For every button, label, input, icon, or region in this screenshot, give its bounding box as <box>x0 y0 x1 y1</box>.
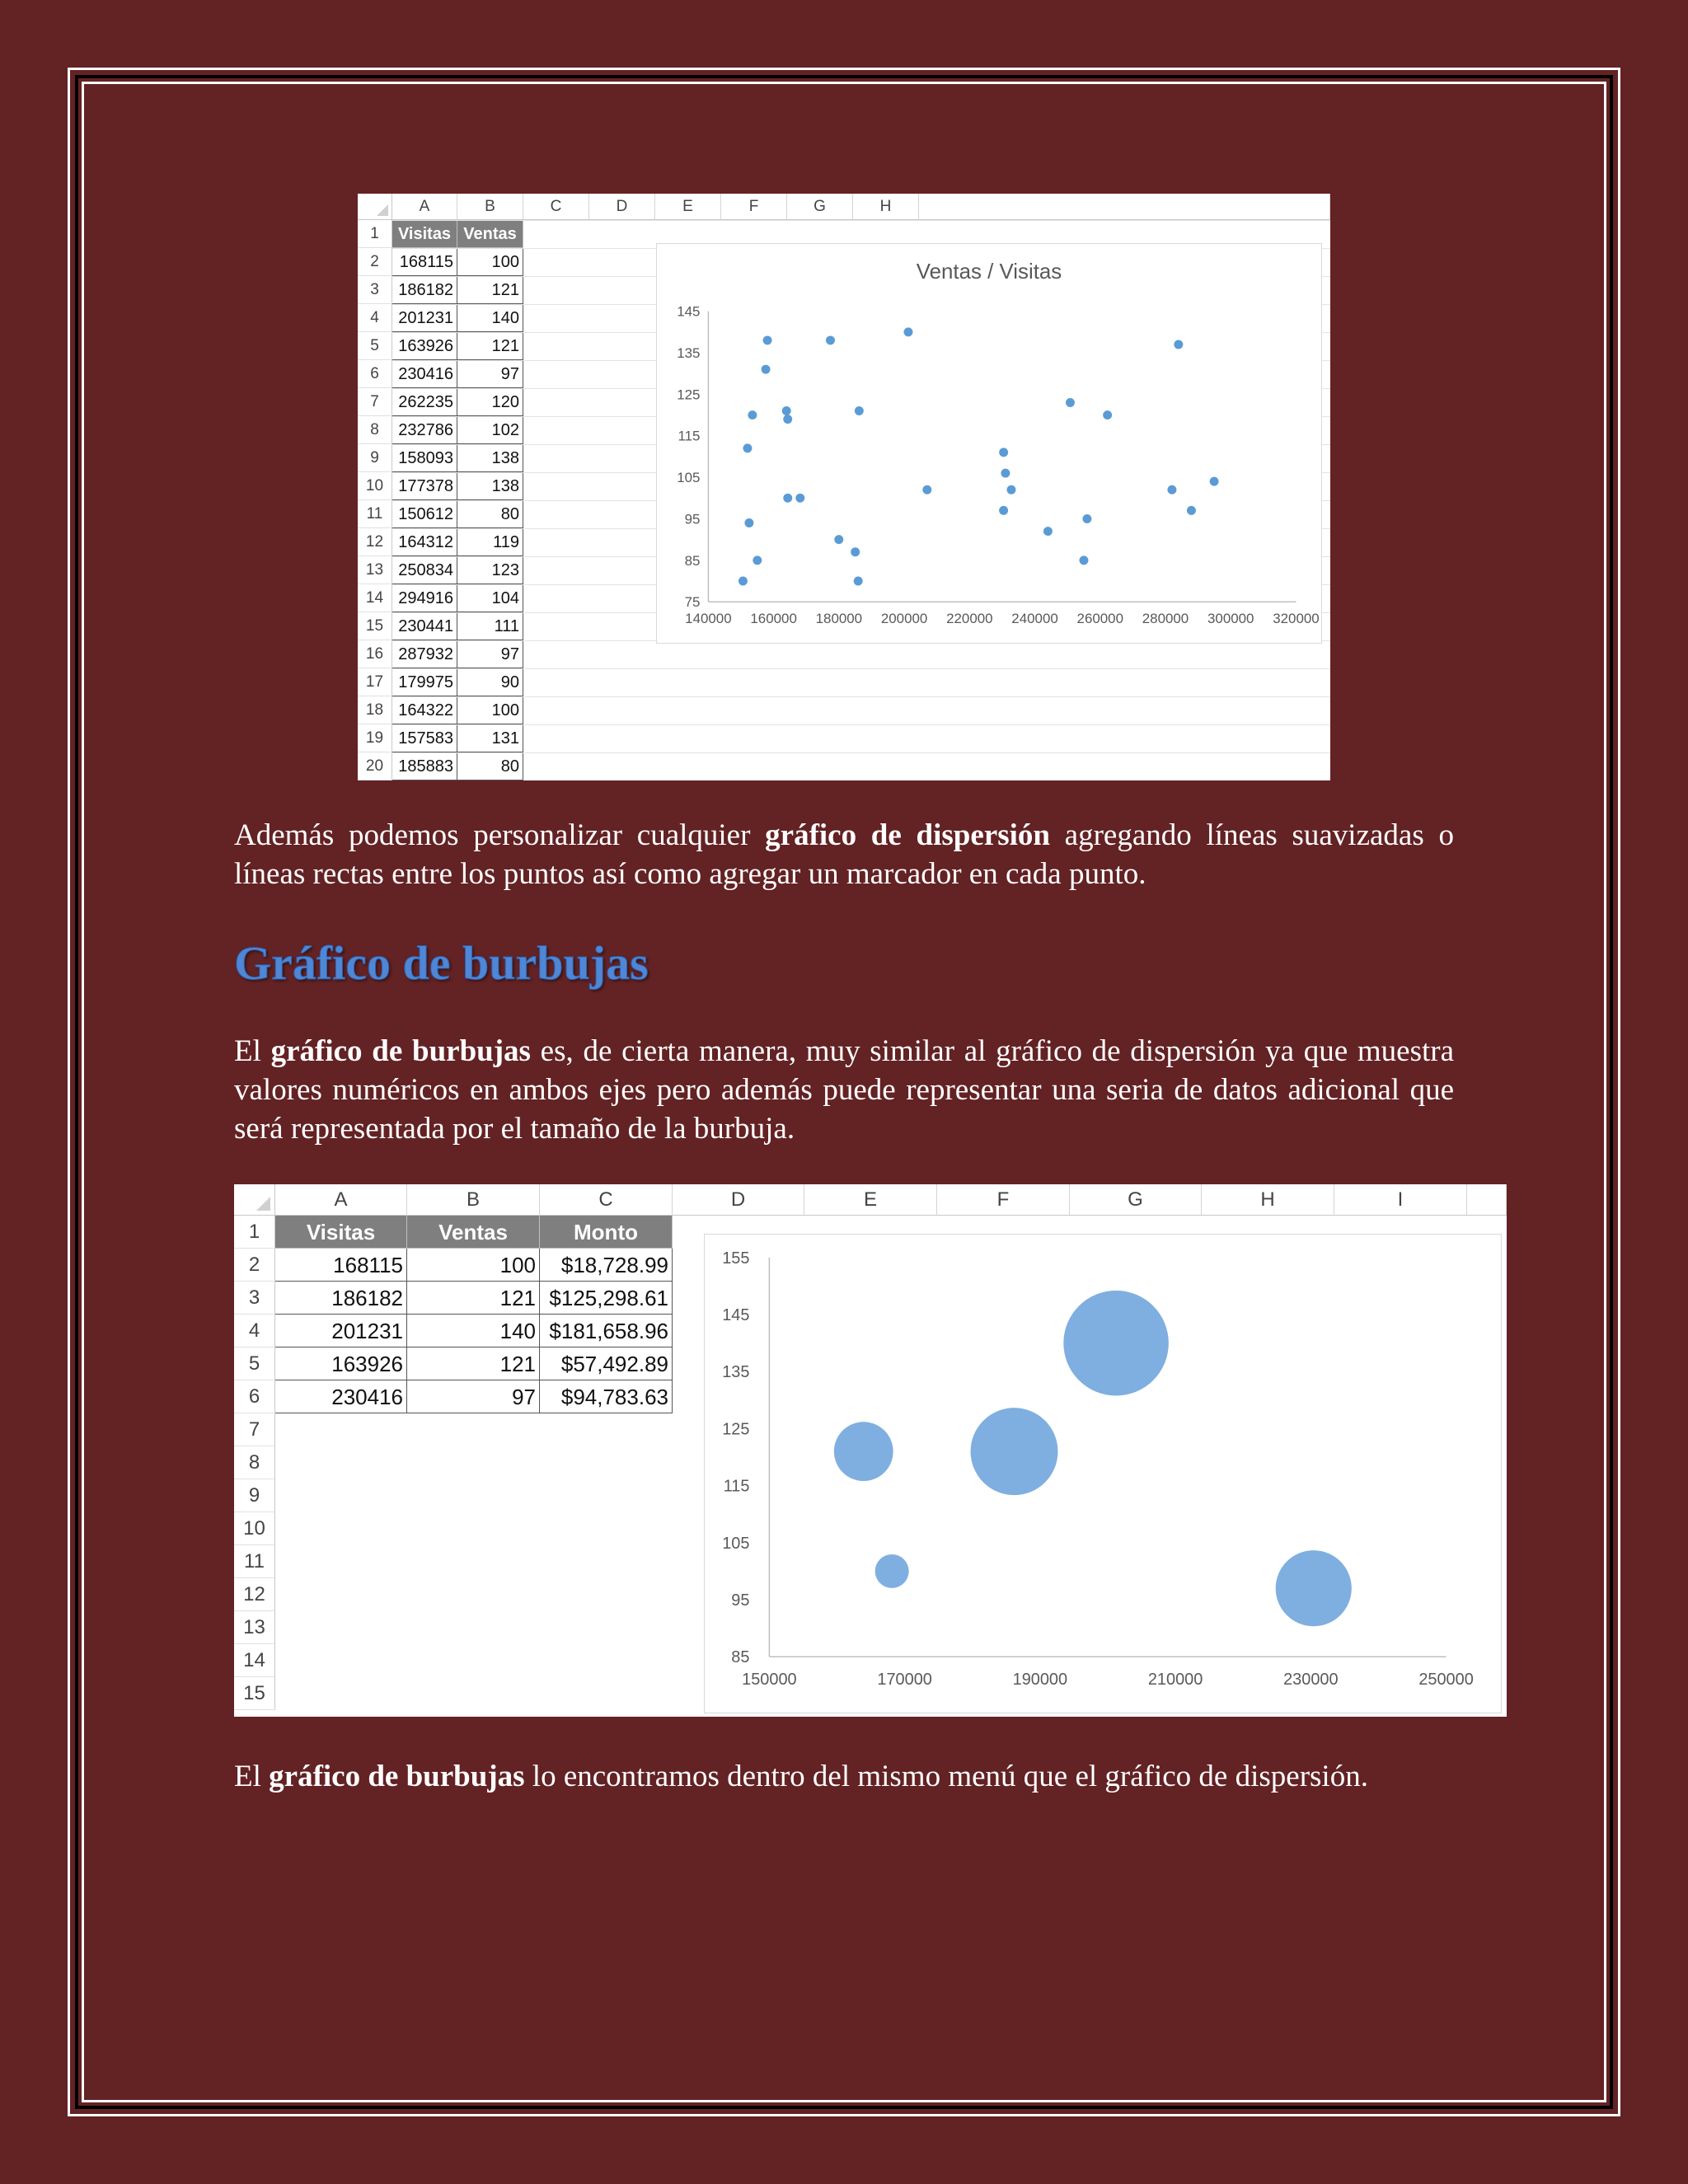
grid-line <box>392 724 1330 725</box>
table-cell[interactable]: 201231 <box>392 304 457 332</box>
scatter-point[interactable] <box>738 577 748 586</box>
scatter-point[interactable] <box>1103 410 1112 419</box>
grid-line <box>392 696 1330 697</box>
row-header-11[interactable]: 11 <box>358 500 392 528</box>
scatter-point[interactable] <box>903 327 912 336</box>
spreadsheet-bubble <box>234 1184 1507 1717</box>
y-tick-label: 95 <box>684 511 701 527</box>
scatter-point[interactable] <box>753 555 762 565</box>
y-tick-label: 85 <box>731 1648 750 1667</box>
row-header-7[interactable]: 7 <box>234 1413 275 1446</box>
table-cell[interactable]: 138 <box>457 472 523 500</box>
row-header-15[interactable]: 15 <box>358 612 392 640</box>
scatter-point[interactable] <box>783 494 792 503</box>
table-cell[interactable]: 121 <box>407 1347 540 1380</box>
x-tick-label: 250000 <box>1418 1671 1474 1690</box>
table-cell[interactable]: 157583 <box>392 724 457 752</box>
row-header-15[interactable]: 15 <box>234 1677 275 1710</box>
table-cell[interactable]: 140 <box>457 304 523 332</box>
row-header-6[interactable]: 6 <box>358 360 392 388</box>
table-cell[interactable]: $57,492.89 <box>540 1347 673 1380</box>
column-header-b[interactable]: B <box>407 1184 540 1216</box>
y-tick-label: 85 <box>684 552 701 569</box>
row-header-1[interactable]: 1 <box>234 1216 275 1249</box>
x-tick-label: 210000 <box>1147 1671 1203 1690</box>
column-header-d[interactable]: D <box>673 1184 804 1216</box>
row-header-8[interactable]: 8 <box>358 416 392 444</box>
y-tick-label: 115 <box>678 428 701 444</box>
select-all-corner[interactable] <box>234 1184 275 1216</box>
table-cell[interactable]: 186182 <box>275 1282 407 1315</box>
scatter-point[interactable] <box>854 577 863 586</box>
scatter-point[interactable] <box>783 415 792 424</box>
table-header-visitas: Visitas <box>392 220 457 248</box>
table-cell[interactable]: 140 <box>407 1315 540 1347</box>
y-tick-label: 105 <box>722 1534 750 1553</box>
bubble-chart <box>704 1234 1502 1713</box>
row-header-5[interactable]: 5 <box>358 332 392 360</box>
row-header-13[interactable]: 13 <box>234 1611 275 1644</box>
scatter-point[interactable] <box>1079 555 1088 565</box>
table-cell[interactable]: $125,298.61 <box>540 1282 673 1315</box>
row-header-5[interactable]: 5 <box>234 1347 275 1380</box>
section-heading: Gráfico de burbujas <box>234 936 649 990</box>
scatter-point[interactable] <box>743 443 752 452</box>
table-cell[interactable]: 97 <box>407 1380 540 1413</box>
table-cell[interactable]: 120 <box>457 388 523 416</box>
row-header-10[interactable]: 10 <box>358 472 392 500</box>
scatter-point[interactable] <box>748 410 757 419</box>
row-header-1[interactable]: 1 <box>358 220 392 248</box>
table-cell[interactable]: 100 <box>457 248 523 276</box>
table-cell[interactable]: 232786 <box>392 416 457 444</box>
scatter-point[interactable] <box>855 406 864 415</box>
scatter-point[interactable] <box>999 448 1008 457</box>
x-tick-label: 190000 <box>1012 1671 1068 1690</box>
scatter-point[interactable] <box>1066 398 1075 407</box>
row-header-8[interactable]: 8 <box>234 1446 275 1479</box>
row-header-2[interactable]: 2 <box>234 1249 275 1282</box>
x-tick-label: 300000 <box>1207 611 1254 627</box>
table-cell[interactable]: 100 <box>407 1249 540 1282</box>
scatter-point[interactable] <box>834 535 843 544</box>
scatter-point[interactable] <box>795 494 804 503</box>
y-tick-label: 125 <box>677 387 701 403</box>
column-header-e[interactable]: E <box>804 1184 937 1216</box>
column-header-f[interactable]: F <box>721 194 787 220</box>
x-tick-label: 170000 <box>877 1671 932 1690</box>
bubble[interactable] <box>971 1408 1058 1495</box>
scatter-point[interactable] <box>762 365 771 374</box>
scatter-chart <box>656 243 1322 644</box>
chart-title: Ventas / Visitas <box>916 260 1062 284</box>
grid-line <box>392 752 1330 753</box>
table-cell[interactable]: 230441 <box>392 612 457 640</box>
table-cell[interactable]: 121 <box>457 332 523 360</box>
table-cell[interactable]: 230416 <box>392 360 457 388</box>
table-cell[interactable]: 104 <box>457 584 523 612</box>
table-cell[interactable]: 97 <box>457 360 523 388</box>
paragraph-text: El <box>234 1760 270 1793</box>
row-header-6[interactable]: 6 <box>234 1380 275 1413</box>
column-header-c[interactable]: C <box>523 194 589 220</box>
table-header-visitas: Visitas <box>275 1216 407 1249</box>
table-cell[interactable]: 250834 <box>392 556 457 584</box>
paragraph-bubble-intro <box>234 1032 1454 1148</box>
row-header-14[interactable]: 14 <box>358 584 392 612</box>
table-cell[interactable]: 177378 <box>392 472 457 500</box>
table-cell[interactable]: 121 <box>457 276 523 304</box>
table-cell[interactable]: 123 <box>457 556 523 584</box>
table-cell[interactable]: 97 <box>457 640 523 668</box>
spreadsheet-scatter <box>358 194 1330 780</box>
paragraph-text: agregando líneas suavizadas o líneas rectas entre los puntos así como agregar un marcador en cada punto. <box>234 818 1454 891</box>
column-header-c[interactable]: C <box>540 1184 673 1216</box>
table-cell[interactable]: $94,783.63 <box>540 1380 673 1413</box>
paragraph-scatter-customize <box>234 816 1454 893</box>
table-header-ventas: Ventas <box>407 1216 540 1249</box>
column-header-f[interactable]: F <box>937 1184 1070 1216</box>
grid-line <box>392 668 1330 669</box>
table-cell[interactable]: 168115 <box>275 1249 407 1282</box>
grid-line <box>392 220 1330 221</box>
table-cell[interactable]: 150612 <box>392 500 457 528</box>
table-cell[interactable]: 90 <box>457 668 523 696</box>
column-header-b[interactable]: B <box>457 194 523 220</box>
paragraph-bold-term: gráfico de dispersión <box>765 818 1050 852</box>
scatter-point[interactable] <box>851 547 860 556</box>
bubble[interactable] <box>875 1554 909 1588</box>
row-header-7[interactable]: 7 <box>358 388 392 416</box>
y-tick-label: 125 <box>722 1420 750 1439</box>
scatter-point[interactable] <box>744 518 753 527</box>
table-cell[interactable]: 102 <box>457 416 523 444</box>
table-cell[interactable]: 230416 <box>275 1380 407 1413</box>
table-cell[interactable]: 164312 <box>392 528 457 556</box>
column-header-empty <box>919 194 1330 220</box>
scatter-point[interactable] <box>999 506 1008 515</box>
column-header-a[interactable]: A <box>275 1184 407 1216</box>
table-cell[interactable]: 80 <box>457 752 523 780</box>
select-all-corner[interactable] <box>358 194 392 220</box>
paragraph-text: es, de cierta manera, muy similar al gráfico de dispersión ya que muestra valores numéricos en ambos ejes pero además puede representar una seria de datos adicional que será representada por el tamaño de la burbuja. <box>234 1034 1455 1146</box>
table-cell[interactable]: 119 <box>457 528 523 556</box>
table-cell[interactable]: 287932 <box>392 640 457 668</box>
row-header-11[interactable]: 11 <box>234 1545 275 1578</box>
row-header-16[interactable]: 16 <box>358 640 392 668</box>
x-tick-label: 160000 <box>750 611 797 627</box>
table-cell[interactable]: 80 <box>457 500 523 528</box>
column-header-h[interactable]: H <box>1202 1184 1334 1216</box>
x-tick-label: 180000 <box>815 611 863 627</box>
table-cell[interactable]: 164322 <box>392 696 457 724</box>
table-cell[interactable]: 185883 <box>392 752 457 780</box>
row-header-3[interactable]: 3 <box>234 1282 275 1315</box>
table-cell[interactable]: 163926 <box>392 332 457 360</box>
column-header-e[interactable]: E <box>655 194 721 220</box>
scatter-point[interactable] <box>1174 340 1183 349</box>
row-header-10[interactable]: 10 <box>234 1512 275 1545</box>
paragraph-bold-term: gráfico de burbujas <box>269 1760 525 1793</box>
scatter-point[interactable] <box>1210 477 1219 486</box>
paragraph-bold-term: gráfico de burbujas <box>270 1034 531 1068</box>
row-header-20[interactable]: 20 <box>358 752 392 780</box>
bubble[interactable] <box>834 1422 893 1481</box>
scatter-point[interactable] <box>922 485 931 494</box>
row-header-14[interactable]: 14 <box>234 1644 275 1677</box>
table-cell[interactable]: 121 <box>407 1282 540 1315</box>
paragraph-bubble-location <box>234 1757 1454 1796</box>
row-header-13[interactable]: 13 <box>358 556 392 584</box>
column-header-g[interactable]: G <box>787 194 853 220</box>
x-tick-label: 240000 <box>1011 611 1058 627</box>
paragraph-text: Además podemos personalizar cualquier <box>234 818 766 852</box>
scatter-point[interactable] <box>1006 485 1015 494</box>
x-tick-label: 260000 <box>1076 611 1124 627</box>
bubble[interactable] <box>1276 1550 1352 1626</box>
x-tick-label: 220000 <box>946 611 993 627</box>
table-cell[interactable]: 294916 <box>392 584 457 612</box>
scatter-point[interactable] <box>826 335 835 344</box>
x-tick-label: 150000 <box>742 1671 797 1690</box>
column-header-d[interactable]: D <box>589 194 655 220</box>
table-header-ventas: Ventas <box>457 220 523 248</box>
paragraph-text: El <box>234 1034 271 1068</box>
table-cell[interactable]: 111 <box>457 612 523 640</box>
y-tick-label: 105 <box>677 470 701 486</box>
row-header-3[interactable]: 3 <box>358 276 392 304</box>
scatter-point[interactable] <box>1001 469 1010 478</box>
row-header-18[interactable]: 18 <box>358 696 392 724</box>
row-header-12[interactable]: 12 <box>358 528 392 556</box>
x-tick-label: 230000 <box>1283 1671 1339 1690</box>
row-header-9[interactable]: 9 <box>234 1479 275 1512</box>
table-cell[interactable]: 186182 <box>392 276 457 304</box>
table-cell[interactable]: 138 <box>457 444 523 472</box>
scatter-point[interactable] <box>1167 485 1176 494</box>
column-header-i[interactable]: I <box>1334 1184 1467 1216</box>
bubble[interactable] <box>1063 1291 1169 1396</box>
scatter-point[interactable] <box>1082 514 1091 523</box>
x-tick-label: 280000 <box>1142 611 1189 627</box>
scatter-point[interactable] <box>782 406 791 415</box>
table-cell[interactable]: 201231 <box>275 1315 407 1347</box>
column-header-a[interactable]: A <box>392 194 457 220</box>
row-header-4[interactable]: 4 <box>234 1315 275 1347</box>
column-header-h[interactable]: H <box>853 194 919 220</box>
scatter-point[interactable] <box>1043 527 1053 536</box>
y-tick-label: 155 <box>722 1249 750 1268</box>
scatter-point[interactable] <box>1187 506 1196 515</box>
row-header-2[interactable]: 2 <box>358 248 392 276</box>
row-header-12[interactable]: 12 <box>234 1578 275 1611</box>
scatter-point[interactable] <box>763 335 772 344</box>
row-header-9[interactable]: 9 <box>358 444 392 472</box>
table-cell[interactable]: 158093 <box>392 444 457 472</box>
row-header-19[interactable]: 19 <box>358 724 392 752</box>
table-cell[interactable]: 179975 <box>392 668 457 696</box>
row-header-4[interactable]: 4 <box>358 304 392 332</box>
table-cell[interactable]: 168115 <box>392 248 457 276</box>
x-tick-label: 200000 <box>880 611 928 627</box>
y-tick-label: 95 <box>731 1591 750 1610</box>
table-cell[interactable]: $18,728.99 <box>540 1249 673 1282</box>
paragraph-text: lo encontramos dentro del mismo menú que el gráfico de dispersión. <box>524 1760 1368 1793</box>
y-tick-label: 145 <box>677 303 701 320</box>
y-tick-label: 145 <box>722 1306 750 1325</box>
table-cell[interactable]: 262235 <box>392 388 457 416</box>
x-tick-label: 140000 <box>685 611 732 627</box>
y-tick-label: 115 <box>723 1477 750 1496</box>
x-tick-label: 320000 <box>1273 611 1320 627</box>
table-header-monto: Monto <box>540 1216 673 1249</box>
y-tick-label: 135 <box>677 345 701 362</box>
table-cell[interactable]: $181,658.96 <box>540 1315 673 1347</box>
row-header-17[interactable]: 17 <box>358 668 392 696</box>
y-tick-label: 75 <box>684 594 701 611</box>
table-cell[interactable]: 100 <box>457 696 523 724</box>
column-header-empty <box>1467 1184 1507 1216</box>
table-cell[interactable]: 163926 <box>275 1347 407 1380</box>
table-cell[interactable]: 131 <box>457 724 523 752</box>
column-header-g[interactable]: G <box>1070 1184 1202 1216</box>
y-tick-label: 135 <box>722 1363 750 1382</box>
